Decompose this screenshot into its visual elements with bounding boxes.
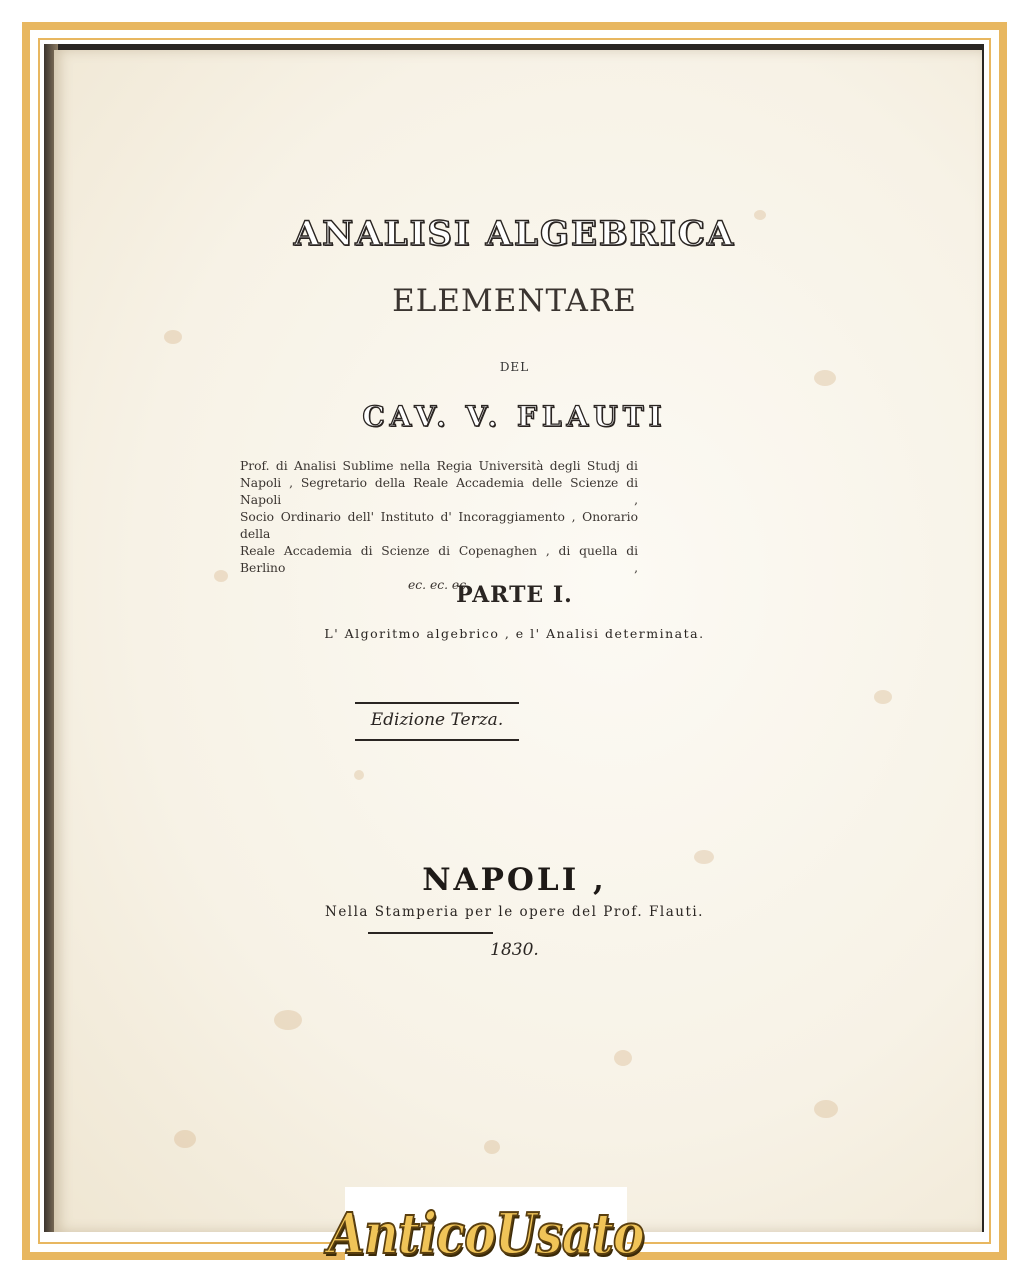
edition-label: Edizione Terza. [370, 710, 504, 730]
part-heading: PARTE I. [456, 582, 573, 608]
city-name: NAPOLI , [422, 862, 607, 898]
edition-box [355, 702, 519, 741]
author-credentials [240, 458, 638, 594]
credential-line: Socio Ordinario dell' Instituto d' Incoraggiamento , Onorario della [240, 510, 638, 541]
printer-line: Nella Stamperia per le opere del Prof. Flauti. [325, 904, 704, 920]
publication-year: 1830. [490, 940, 539, 960]
anticousato-logo [328, 1187, 644, 1280]
by-label: DEL [499, 360, 530, 374]
part-subtitle: L' Algoritmo algebrico , e l' Analisi determinata. [324, 626, 705, 641]
book-subtitle: ELEMENTARE [392, 283, 637, 319]
logo-text: AnticoUsato [328, 1200, 644, 1267]
credential-etc: ec. ec. ec. [407, 578, 471, 592]
divider [368, 932, 493, 934]
author-name: CAV. V. FLAUTI [362, 400, 667, 433]
credential-line: Prof. di Analisi Sublime nella Regia Università degli Studj di [240, 459, 638, 473]
book-title: ANALISI ALGEBRICA [293, 214, 736, 254]
credential-line: Reale Accademia di Scienze di Copenaghen , di quella di Berlino , [240, 544, 638, 575]
credential-line: Napoli , Segretario della Reale Accademia delle Scienze di Napoli , [240, 476, 638, 507]
